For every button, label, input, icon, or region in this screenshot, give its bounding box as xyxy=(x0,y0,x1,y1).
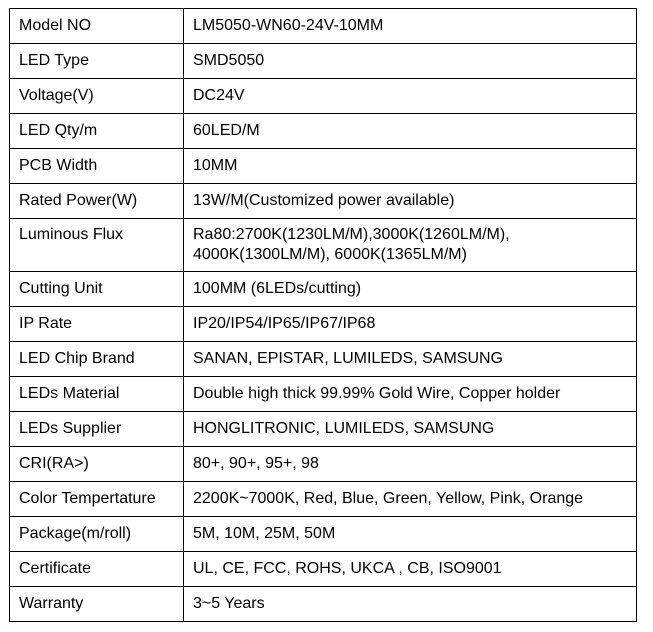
row-label: Certificate xyxy=(10,552,184,587)
row-label: LED Qty/m xyxy=(10,114,184,149)
table-row-led-qty xyxy=(10,114,637,149)
row-value: 5M, 10M, 25M, 50M xyxy=(184,517,637,552)
row-value: DC24V xyxy=(184,79,637,114)
row-label: LEDs Material xyxy=(10,377,184,412)
row-value xyxy=(184,219,637,272)
table-row-luminous-flux xyxy=(10,219,637,272)
table-row-leds-material xyxy=(10,377,637,412)
row-value: 2200K~7000K, Red, Blue, Green, Yellow, Pink, Orange xyxy=(184,482,637,517)
row-label: CRI(RA>) xyxy=(10,447,184,482)
row-value: IP20/IP54/IP65/IP67/IP68 xyxy=(184,307,637,342)
row-label: Model NO xyxy=(10,9,184,44)
row-label: Cutting Unit xyxy=(10,272,184,307)
row-label: LEDs Supplier xyxy=(10,412,184,447)
spec-table xyxy=(9,8,637,622)
row-label: IP Rate xyxy=(10,307,184,342)
table-row-color-temperature xyxy=(10,482,637,517)
table-row-voltage xyxy=(10,79,637,114)
table-row-certificate xyxy=(10,552,637,587)
row-value: Double high thick 99.99% Gold Wire, Copper holder xyxy=(184,377,637,412)
row-label: LED Type xyxy=(10,44,184,79)
row-value: 100MM (6LEDs/cutting) xyxy=(184,272,637,307)
row-label: Luminous Flux xyxy=(10,219,184,272)
row-value: 60LED/M xyxy=(184,114,637,149)
row-value: 80+, 90+, 95+, 98 xyxy=(184,447,637,482)
row-label: LED Chip Brand xyxy=(10,342,184,377)
row-value: HONGLITRONIC, LUMILEDS, SAMSUNG xyxy=(184,412,637,447)
row-value: 10MM xyxy=(184,149,637,184)
table-row-led-chip-brand xyxy=(10,342,637,377)
table-row-pcb-width xyxy=(10,149,637,184)
table-row-rated-power xyxy=(10,184,637,219)
table-row-cutting-unit xyxy=(10,272,637,307)
row-value: SMD5050 xyxy=(184,44,637,79)
row-label: Package(m/roll) xyxy=(10,517,184,552)
row-label: Warranty xyxy=(10,587,184,622)
table-row-warranty xyxy=(10,587,637,622)
row-value: UL, CE, FCC, ROHS, UKCA , CB, ISO9001 xyxy=(184,552,637,587)
row-label: Color Tempertature xyxy=(10,482,184,517)
row-value: LM5050-WN60-24V-10MM xyxy=(184,9,637,44)
table-row-led-type xyxy=(10,44,637,79)
table-row-ip-rate xyxy=(10,307,637,342)
row-value: 3~5 Years xyxy=(184,587,637,622)
table-row-leds-supplier xyxy=(10,412,637,447)
row-label: Rated Power(W) xyxy=(10,184,184,219)
row-value: 13W/M(Customized power available) xyxy=(184,184,637,219)
table-row-model-no xyxy=(10,9,637,44)
row-value-line-1: Ra80:2700K(1230LM/M),3000K(1260LM/M), xyxy=(193,226,510,243)
row-label: PCB Width xyxy=(10,149,184,184)
row-value-line-2: 4000K(1300LM/M), 6000K(1365LM/M) xyxy=(193,246,467,263)
row-label: Voltage(V) xyxy=(10,79,184,114)
table-row-package xyxy=(10,517,637,552)
table-row-cri xyxy=(10,447,637,482)
row-value: SANAN, EPISTAR, LUMILEDS, SAMSUNG xyxy=(184,342,637,377)
